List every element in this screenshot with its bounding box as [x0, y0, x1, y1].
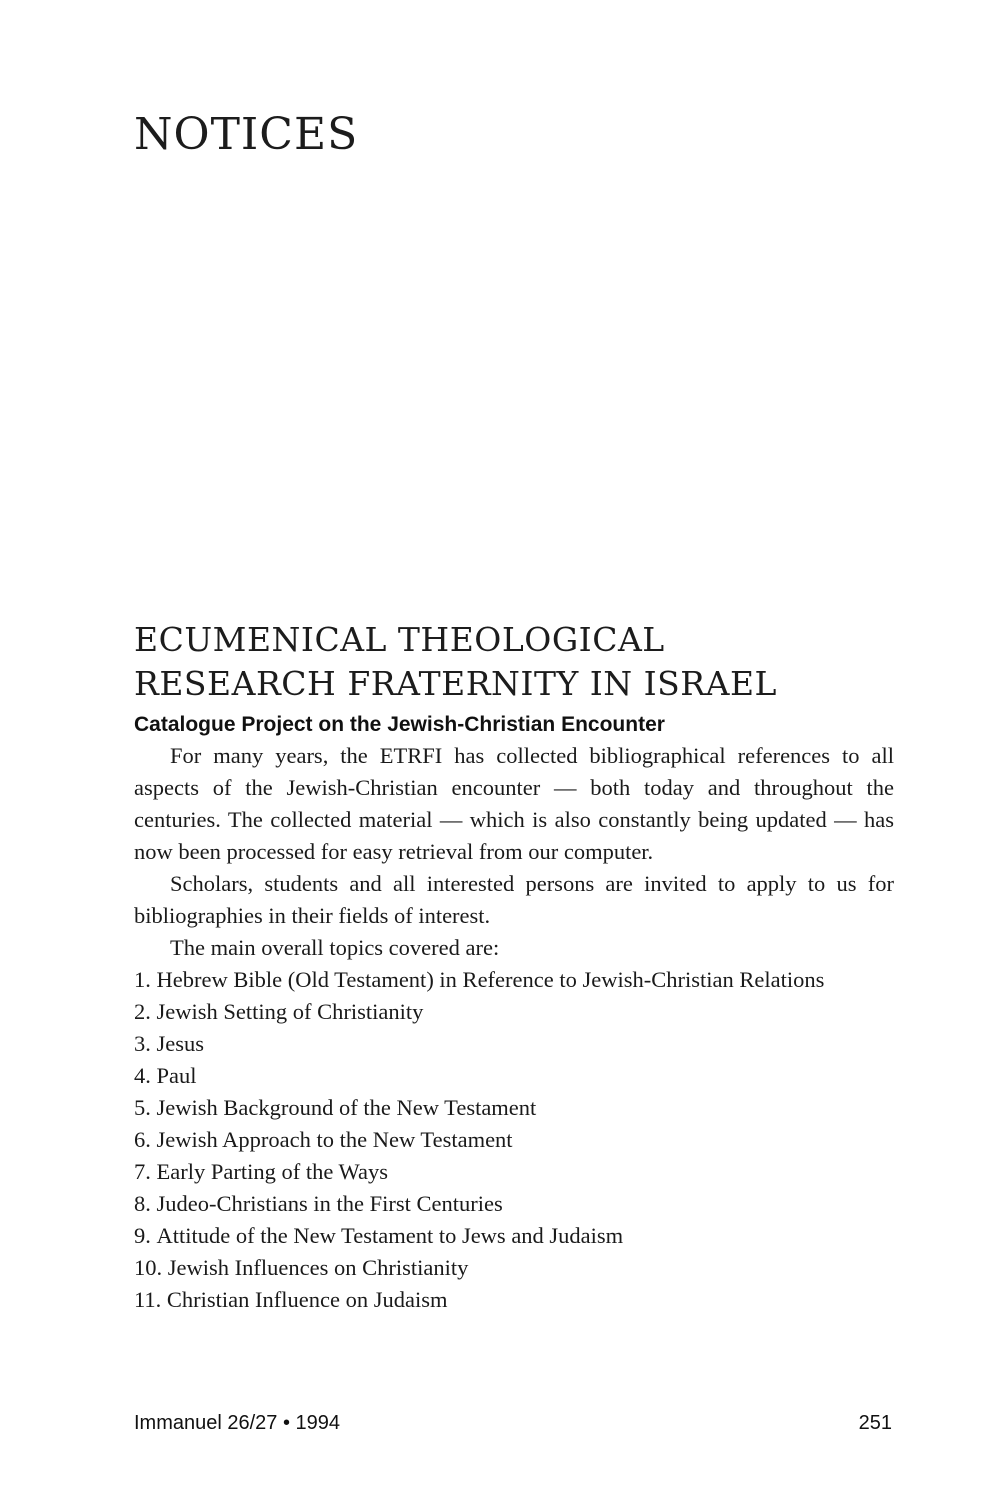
- list-item-number: 8.: [134, 1191, 157, 1216]
- paragraph: Scholars, students and all interested persons are invited to apply to us for bibliographies in their fields of interest.: [134, 871, 894, 928]
- list-item-number: 7.: [134, 1159, 157, 1184]
- list-item-text: Judeo-Christians in the First Centuries: [156, 1191, 503, 1216]
- list-item: [134, 1028, 894, 1060]
- list-item-text: Jewish Approach to the New Testament: [156, 1127, 513, 1152]
- paragraph: For many years, the ETRFI has collected bibliographical references to all aspects of the Jewish-Christian encounter — both today and throughout the centuries. The collected material — which is also constantly being updated — has now been processed for easy retrieval from our computer.: [134, 743, 894, 864]
- list-item-text: Jewish Background of the New Testament: [156, 1095, 537, 1120]
- list-item-text: Hebrew Bible (Old Testament) in Reference to Jewish-Christian Relations: [156, 967, 825, 992]
- list-item-text: Attitude of the New Testament to Jews and Judaism: [156, 1223, 624, 1248]
- list-item-number: 11.: [134, 1287, 167, 1312]
- page-footer: [134, 1410, 892, 1436]
- list-item: [134, 1188, 894, 1220]
- list-item: [134, 1284, 894, 1316]
- article-body: [134, 740, 894, 1316]
- list-item-text: Christian Influence on Judaism: [166, 1287, 448, 1312]
- list-item-number: 3.: [134, 1031, 157, 1056]
- journal-citation: Immanuel 26/27 • 1994: [134, 1412, 341, 1434]
- section-heading: NOTICES: [134, 109, 359, 160]
- list-item-number: 6.: [134, 1127, 157, 1152]
- list-item-number: 4.: [134, 1063, 157, 1088]
- list-item: [134, 1060, 894, 1092]
- list-item-text: Jesus: [156, 1031, 205, 1056]
- paragraph: The main overall topics covered are:: [170, 935, 500, 960]
- list-item: [134, 964, 894, 996]
- list-item: [134, 1156, 894, 1188]
- article-title: [134, 618, 894, 706]
- list-item-text: Early Parting of the Ways: [156, 1159, 388, 1184]
- list-item-number: 10.: [134, 1255, 168, 1280]
- list-item-number: 9.: [134, 1223, 157, 1248]
- list-item: [134, 1124, 894, 1156]
- list-item: [134, 996, 894, 1028]
- page-number: 251: [858, 1412, 892, 1434]
- list-item: [134, 1220, 894, 1252]
- article-subheading: Catalogue Project on the Jewish-Christian Encounter: [134, 713, 665, 736]
- article-title-line-2: RESEARCH FRATERNITY IN ISRAEL: [134, 664, 777, 703]
- article-title-line-1: ECUMENICAL THEOLOGICAL: [134, 620, 665, 659]
- list-item-number: 1.: [134, 967, 157, 992]
- list-item-number: 5.: [134, 1095, 157, 1120]
- list-item-text: Paul: [156, 1063, 197, 1088]
- topics-list: [134, 964, 894, 1316]
- list-item-number: 2.: [134, 999, 157, 1024]
- list-item-text: Jewish Setting of Christianity: [156, 999, 424, 1024]
- list-item-text: Jewish Influences on Christianity: [167, 1255, 469, 1280]
- list-item: [134, 1092, 894, 1124]
- list-item: [134, 1252, 894, 1284]
